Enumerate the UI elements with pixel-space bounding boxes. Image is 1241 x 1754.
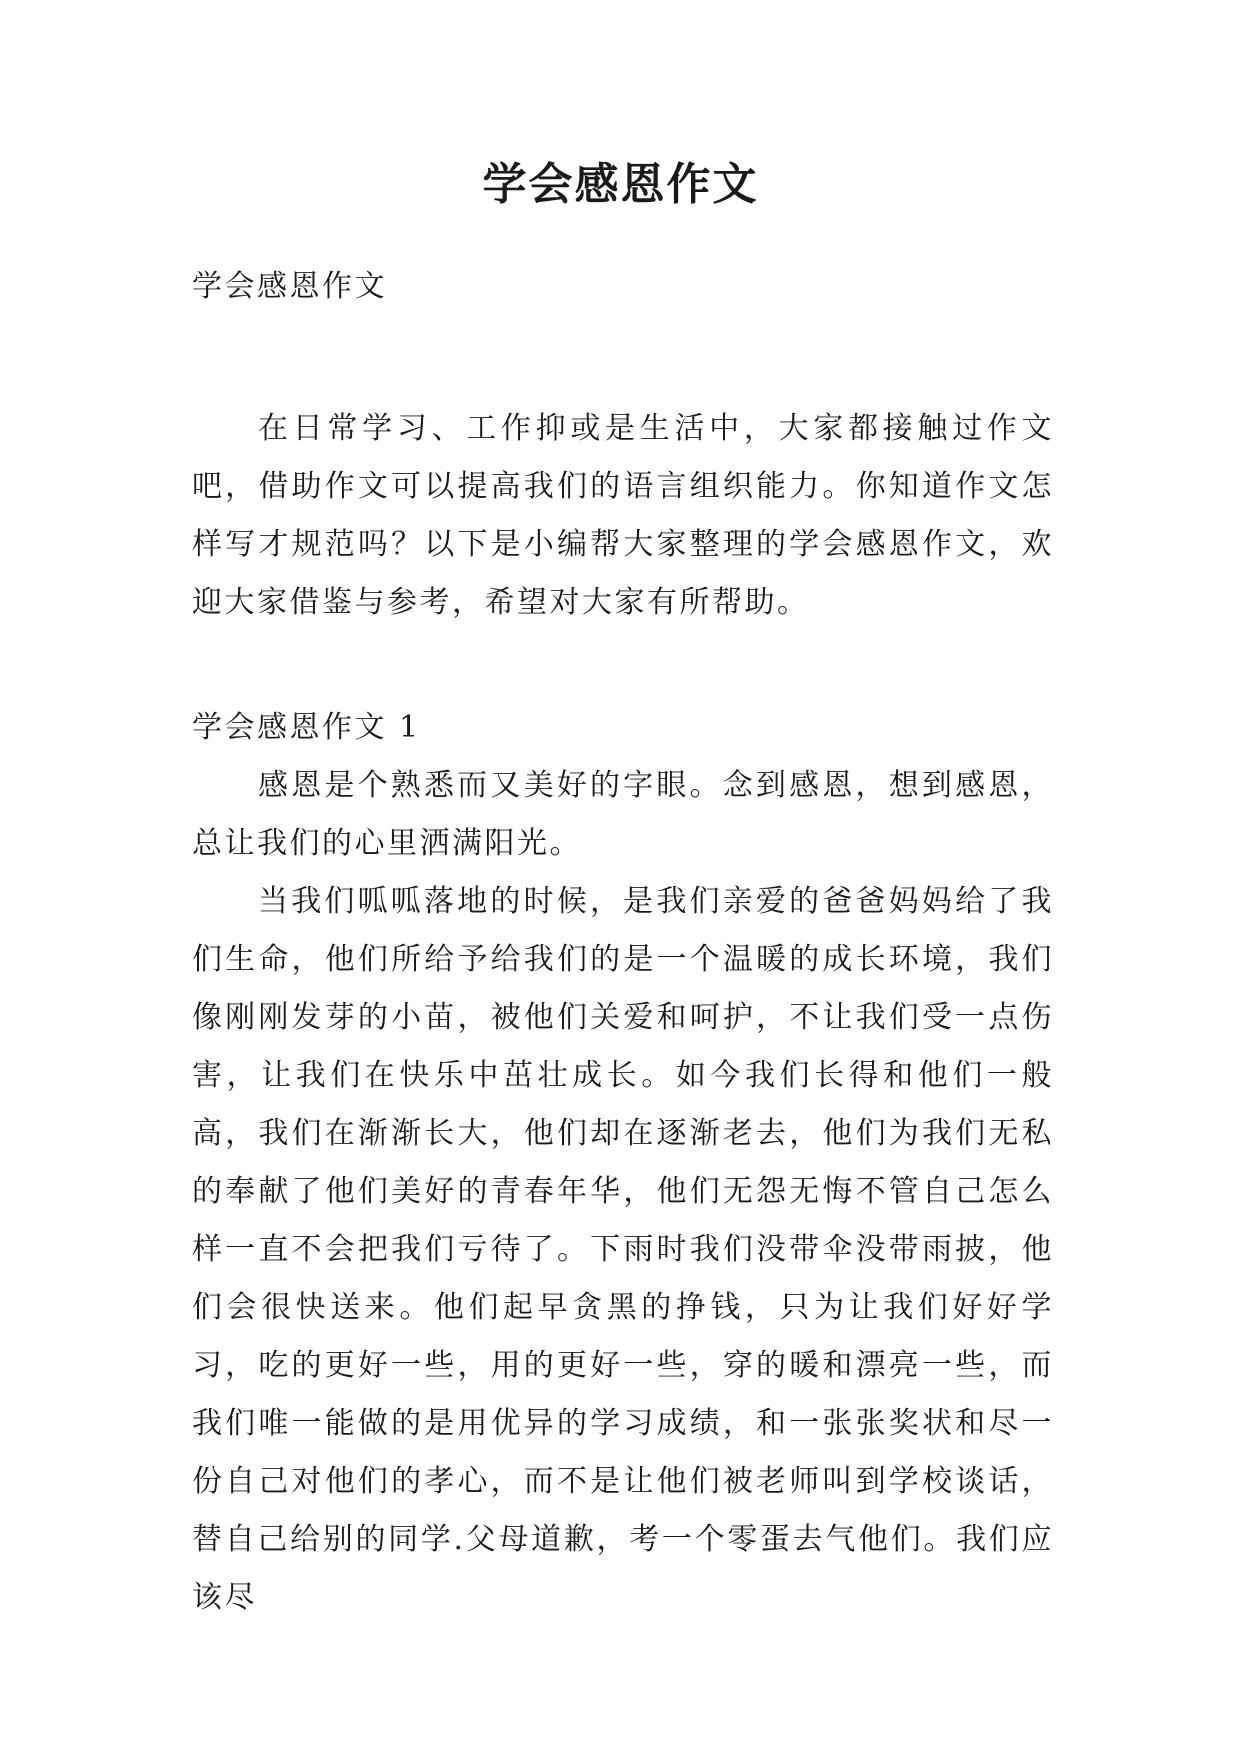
- document-title: 学会感恩作文: [482, 159, 759, 210]
- section-heading: 学会感恩作文 1: [192, 710, 421, 745]
- document-subtitle: 学会感恩作文: [192, 269, 387, 304]
- intro-paragraph: 在日常学习、工作抑或是生活中，大家都接触过作文吧，借助作文可以提高我们的语言组织能力。你知道作文怎样写才规范吗？以下是小编帮大家整理的学会感恩作文，欢迎大家借鉴与参考，希望对大家有所帮助。: [192, 411, 1054, 620]
- body-paragraph: 感恩是个熟悉而又美好的字眼。念到感恩，想到感恩，总让我们的心里洒满阳光。: [192, 768, 1054, 861]
- body-paragraph: 当我们呱呱落地的时候，是我们亲爱的爸爸妈妈给了我们生命，他们所给予给我们的是一个温暖的成长环境，我们像刚刚发芽的小苗，被他们关爱和呵护，不让我们受一点伤害，让我们在快乐中茁壮成长。如今我们长得和他们一般高，我们在渐渐长大，他们却在逐渐老去，他们为我们无私的奉献了他们美好的青春年华，他们无怨无悔不管自己怎么样一直不会把我们亏待了。下雨时我们没带伞没带雨披，他们会很快送来。他们起早贪黑的挣钱，只为让我们好好学习，吃的更好一些，用的更好一些，穿的暖和漂亮一些，而我们唯一能做的是用优异的学习成绩，和一张张奖状和尽一份自己对他们的孝心，而不是让他们被老师叫到学校谈话，替自己给别的同学.父母道歉，考一个零蛋去气他们。我们应该尽: [192, 884, 1054, 1615]
